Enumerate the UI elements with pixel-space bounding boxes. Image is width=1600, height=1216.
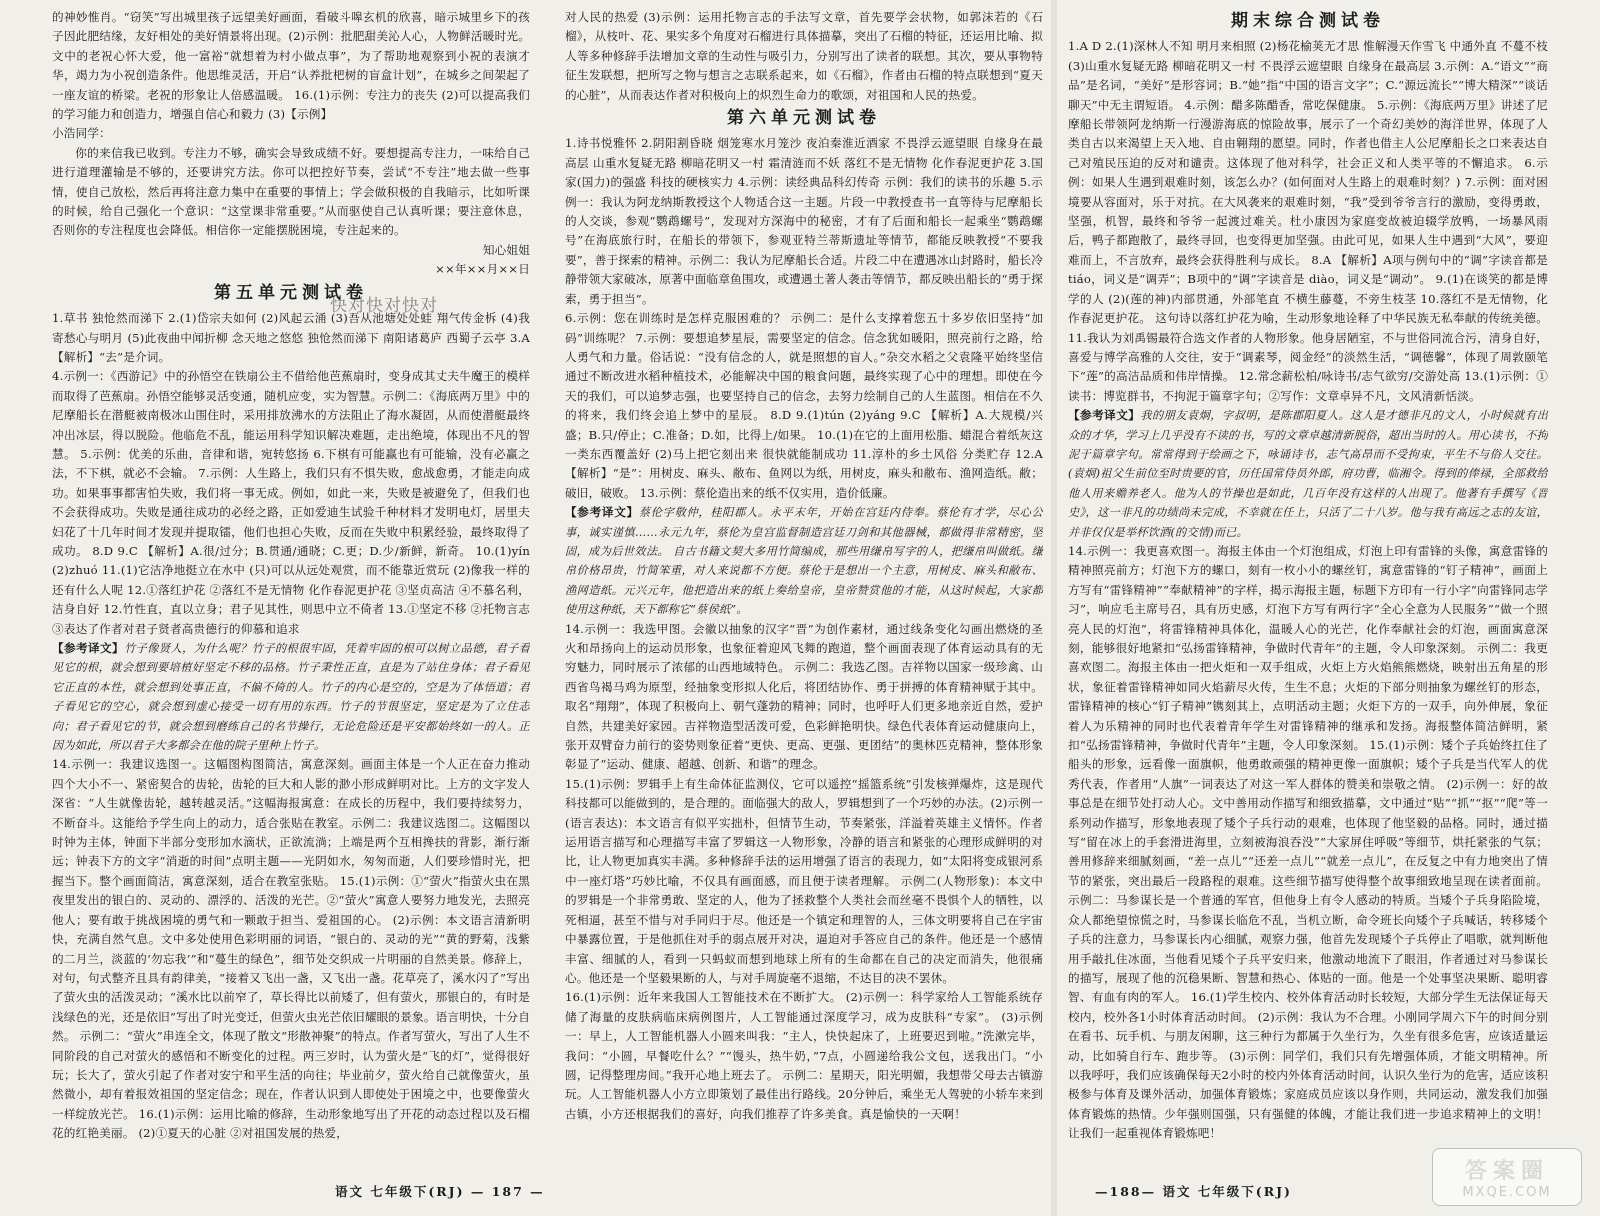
reference-translation-label: 【参考译文】 bbox=[565, 505, 639, 520]
letter-date: ××年××月××日 bbox=[435, 262, 530, 277]
footer-page-188: —188— 语文 七年级下(RJ) bbox=[1095, 1184, 1292, 1199]
reference-translation-text: 竹子像贤人，为什么呢？竹子的根很牢固，凭着牢固的根可以树立品德，君子看见它的根，就会想到要培植好坚定不移的品格。竹子秉性正直，直是为了站住身体；君子看见它正直的本性，就会想到处事正直，不偏不倚的人。竹子的内心是空的，空是为了体悟道；君子看见它的空心，就会想到虚心接受一切有用的东西。竹子的节很坚定，坚定是为了立住志向；君子看见它的节，就会想到磨练自己的名节操行，无论危险还是平安都始终如一的人。正因为如此，所以君子大多都会在他的院子里种上竹子。 bbox=[52, 642, 530, 753]
site-watermark bbox=[1432, 1148, 1582, 1206]
watermark-url: MXQE.COM bbox=[1462, 1185, 1552, 1200]
letter-greeting: 小浩同学： bbox=[52, 126, 111, 141]
page-gutter bbox=[1051, 0, 1057, 1216]
reference-translation-text: 蔡伦字敬仲，桂阳郡人。永平末年，开始在宫廷内侍奉。蔡伦有才学，尽心公事，诚实谨慎……永元九年，蔡伦为皇宫监督制造宫廷刀剑和其他器械，都做得非常精密，坚固，成为后世效法。 自古书籍文契大多用竹简编成，那些用缣帛写字的人，把缣帛叫做纸。缣帛价格昂贵，竹简笨重，对人来说都不方便。蔡伦于是想出一个主意，用树皮、麻头和敝布、渔网造纸。元兴元年，他把造出来的纸上奏给皇帝，皇帝赞赏他的才能，从这时候起，大家都使用这种纸，天下都称它“蔡侯纸”。 bbox=[565, 506, 1043, 617]
footer-page-187: 语文 七年级下(RJ) — 187 — bbox=[335, 1184, 545, 1199]
col2-paragraph: 14.示例一：我选甲图。会徽以抽象的汉字“晋”为创作素材，通过线条变化勾画出燃烧的圣火和昂扬向上的运动员形象，也象征着迎风飞舞的跑道，整个画面表现了体育运动具有的无穷魅力，同时展示了浓郁的山西地域特色。 示例二：我选乙图。吉祥物以国家一级珍禽、山西省鸟褐马鸡为原型，经抽象变形拟人化后，将团结协作、勇于拼搏的体育精神赋于其中。取名“翔翔”，体现了积极向上、朝气蓬勃的精神；同时，也呼吁人们更多地亲近自然，爱护自然，共建美好家园。吉祥物造型活泼可爱，色彩鲜艳明快。绿色代表体育运动健康向上，张开双臂奋力前行的姿势则象征着“更快、更高、更强、更团结”的奥林匹克精神，整体形象彰显了“运动、健康、超越、创新、和谐”的理念。 bbox=[565, 621, 1043, 772]
unit6-heading: 第六单元测试卷 bbox=[727, 108, 881, 129]
reference-translation-text: 我的朋友袁炯，字叔明，是陈郡阳夏人。这人是才德非凡的文人，小时候就有出众的才华，学习上几乎没有不读的书，写的文章卓越清新脱俗，超出当时的人。用心读书，不拘泥于篇章字句。常常得到于绘画之下，咏诵诗书，志气高昂而不受拘束，平生不与俗人交往。(袁炯)祖父生前位至时贵要的官，历任国常侍员外郎，府功曹，临湘令。得到的俸禄，全部救给他人用来赡养老人。他为人的节操也是如此，几百年没有这样的人出现了。他著有手撰写《晋史》，这一非凡的功绩尚未完成，不幸就在任上，只活了二十八岁。他与我有高远之志的友谊，并非仅仅是举杯饮酒(的交情)而已。 bbox=[1068, 409, 1548, 539]
col2-paragraph: 6.示例：您在训练时是怎样克服困难的？ 示例二：是什么支撑着您五十多岁依旧坚持“加码”训练呢？ 7.示例：要想追梦星辰，需要坚定的信念。信念犹如暖阳，照亮前行之路，给人勇气和力量。俗话说：“没有信念的人，就是照想的盲人。”杂交水稻之父袁隆平始终坚信通过不断改进水稻种植技术，必能解决中国的粮食问题，最终实现了心中的理想。即使在今天的我们，可以追梦志强，也要坚持自己的信念，去努力绘制自己的人生蓝图。相信在不久的将来，我们终会追上梦中的星辰。 8.D 9.(1)tún (2)yáng 9.C 【解析】A.大规模/兴盛；B.只/停止；C.准备；D.如，比得上/如果。 10.(1)在它的上面用松脂、蜡混合着纸灰这一类东西覆盖好 (2)马上把它刻出来 很快就能制成功 11.淳朴的乡土风俗 分类贮存 12.A 【解析】“是”：用树皮、麻头、敝布、鱼网以为纸，用树皮，麻头和敝布、渔网造纸。敝；破旧，破败。 13.示例：蔡伦造出来的纸不仅实用，造价低廉。 bbox=[565, 311, 1043, 500]
letter-signature: 知心姐姐 bbox=[482, 242, 530, 257]
column-right bbox=[1068, 8, 1548, 1178]
col2-paragraph: 1.诗书悦雅怀 2.阴阳割昏晓 烟笼寒水月笼沙 夜泊秦淮近酒家 不畏浮云遮望眼 自缘身在最高层 山重水复疑无路 柳暗花明又一村 霜清涟而不妖 落红不是无情物 化作春泥更护花 3.国家(国力)的强盛 科技的硬核实力 4.示例：读经典品科幻传奇 示例：我们的读书的乐趣 5.示例一：我认为阿龙纳斯教授这个人物适合这一主题。片段一中教授查书一直等待与尼摩船长的人交谈，参观“鹦鹉螺号”，发现对方深海中的秘密，才有了后面和船长一起乘坐“鹦鹉螺号”在海底旅行时，在船长的带领下，参观亚特兰蒂斯遗址等情节，都能反映教授“不要我要”，善于探索的精神。示例二：我认为尼摩船长合适。片段二中在遭遇冰山封路时，船长冷静带领大家破冰，原著中面临章鱼围攻，或遭遇土著人袭击等情节，都反映出船长的“勇于探索，勇于担当”。 bbox=[565, 136, 1043, 306]
col1-paragraph: 的神妙惟肖。“窃笑”写出城里孩子远望美好画面，看破斗嗥玄机的欣喜，暗示城里乡下的孩子因此肥结缘，友好相处的美好情景将出现。(2)示例：批肥甜美沁人心，人物鲜活暖时光。文中的老祝心怀大爱，他一富裕“就想着为村小做点事”，为了帮助地观察到小祝的表演才华，竭力为小祝创造条件。他思维灵活，开启“认养批杷树的盲盒计划”，在城乡之间架起了一座友谊的桥梁。老祝的形象让人倍感温暖。 16.(1)示例：专注力的丧失 (2)可以提高我们的学习能力和创造力，增强自信心和毅力 (3)【示例】 bbox=[52, 10, 530, 122]
unit5-heading: 第五单元测试卷 bbox=[214, 282, 368, 303]
col3-paragraph: 1.A D 2.(1)深林人不知 明月来相照 (2)杨花榆荚无才思 惟解漫天作雪飞 中通外直 不蔓不枝 (3)山重水复疑无路 柳暗花明又一村 不畏浮云遮望眼 自缘身在最高层 3.示例：A.“语文”“商品”是名词，“美好”是形容词；B.“她”指“中国的语言文字”；C.“源远流长”“博大精深”“谈话聊天”中无主谓短语。 4.示例：醋多陈醋香，常吃保健康。 5.示例：《海底两万里》讲述了尼摩船长带领阿龙纳斯一行漫游海底的惊险故事，展示了一个奇幻美妙的海洋世界，体现了人类自古以来渴望上天入地、自由翱翔的愿望。同时，作者也借主人公尼摩船长之口来表达自己对殖民压迫的反对和谴责。这体现了他对科学，社会正义和人类平等的不懈追求。 6.示例：如果人生遇到艰难时刻，该怎么办？(如何面对人生路上的艰难时刻？) 7.示例：面对困境要从容面对，乐于对抗。在大风袭来的艰难时刻，“我”受到爷爷言行的激励，变得勇敢，坚强，机智，最终和爷爷一起渡过难关。杜小康因为家庭变故被迫辍学放鸭，一场暴风雨后，鸭子都跑散了，最终寻回，也变得更加坚强。由此可见，如果人生中遇到“大风”，要迎难而上，不言放弃，最终会获得胜利与成长。 8.A 【解析】A项与例句中的“调”字读音都是 tiáo，词义是“调弄”；B项中的“调”字读音是 diào，词义是“调动”。 9.(1)在谈笑的都是博学的人 (2)(莲的神)内部贯通，外部笔直 不横生藤蔓，不旁生枝茎 10.落红不是无情物，化作春泥更护花。 这句诗以落红护花为喻，生动形象地诠释了中华民族无私奉献的传统美德。 11.我认为刘禹锡最符合选文作者的人物形象。他身居陋室，不与世俗同流合污，清身自好，喜爱与博学高雅的人交往，安于“调素琴，阅金经”的淡然生活，“调德馨”，体现了周敦颐笔下“莲”的高洁品质和伟岸情操。 12.常念薪松柏/咏诗书/志气欲穷/交游处高 13.(1)示例：①读书：博览群书，不拘泥于篇章字句；②写作：文章卓异不凡，文风清新恬淡。 bbox=[1068, 39, 1548, 403]
letter-body: 你的来信我已收到。专注力不够，确实会导致成绩不好。要想提高专注力，一味给自己进行道理灌输是不够的，还要讲究方法。你可以把控好节奏，尝试“不专注”地去做一些事情，使自己放松，然后再将注意力集中在重要的事情上；学会做积极的自我暗示，比如听课的时候，给自己强化一个意识：“这堂课非常重要。”从而驱使自己认真听课；要注意休息，否则你的专注程度也会降低。相信你一定能摆脱困境，专注起来的。 bbox=[52, 145, 530, 238]
col2-paragraph: 15.(1)示例：罗辑手上有生命体征监测仪，它可以遥控“摇篮系统”引发核弹爆炸，这是现代科技都可以能做到的，是合理的。面临强大的敌人，罗辑想到了一个巧妙的办法。(2)示例一(语言表达)：本文语言有似平实拙朴，但情节生动，节奏紧张，洋溢着英雄主义情怀。作者运用语言描写和心理描写丰富了罗辑这一人物形象，冷静的语言和紧张的心理形成鲜明的对比，让人物更加真实丰满。多种修辞手法的运用增强了语言的表现力，如“太阳将变成银河系中一座灯塔”巧妙比喻，不仅具有画面感，而且便于读者理解。 示例二(人物形象)：本文中的罗辑是一个非常勇敢、坚定的人，他为了拯救整个人类社会而丝毫不畏惧个人的牺牲，以死相逼，甚至不惜与对手同归于尽。他还是一个镇定和理智的人，三体文明要将自己在宇宙中暴露位置，于是他抓住对手的弱点展开对决，逼迫对手答应自己的条件。他还是一个感情丰富、细腻的人，看到一只蚂蚁而想到地球上所有的生命都在自己的决定而消失，他很痛心。他还是一个坚毅果断的人，与对手周旋毫不退缩，不达目的决不罢休。 bbox=[565, 776, 1043, 985]
col1-paragraph: 14.示例一：我建议选图一。这幅图构图简洁，寓意深刻。画面主体是一个人正在奋力推动四个大小不一、紧密契合的齿轮，齿轮的巨大和人影的渺小形成鲜明对比。上方的文字发人深省：“人生就像齿轮，越转越灵活。”这幅海报寓意：在成长的历程中，我们要持续努力，不断奋斗。这能给予学生向上的动力，适合张贴在教室。示例二：我建议选图二。这幅图以时钟为主体，钟面下半部分变形加水滴状，正欲流淌；上端是两个互相搀扶的背影，渐行渐远；钟表下方的文字“消逝的时间”点明主题——光阴如水，匆匆而逝，人们要珍惜时光，把握当下。整个画面简洁，寓意深刻，适合在教室张贴。 15.(1)示例：①“萤火”指萤火虫在黑夜里发出的银白的、灵动的、漂浮的、活泼的光芒。②“萤火”寓意人要努力地发光，去照亮他人；要有敢于挑战困境的勇气和一颗敢于担当、爱祖国的心。 (2)示例：本文语言清新明快，充满自然气息。文中多处使用色彩明丽的词语，“银白的、灵动的光”“黄的野菊，浅紫的二月兰，淡蓝的‘勿忘我’”和“蔓生的绿色”，细节处交织成一片明丽的自然美景。修辞上，对句，句式整齐且具有韵律美，“接着又飞出一盏，又飞出一盏。花草亮了，溪水闪了”写出了萤火虫的活泼灵动；“溪水比以前窄了，草长得比以前矮了，但有萤火，那银白的，有时是浅绿色的光，还是依旧”写出了时光变迁，但萤火虫光芒依旧耀眼的景象。语言明快，十分自然。 示例二：“萤火”串连全文，体现了散文“形散神聚”的特点。作者写萤火，写出了人生不同阶段的自己对萤火的感悟和不断变化的过程。两三岁时，认为萤火是“飞的灯”，觉得很好玩；长大了，萤火引起了作者对安宁和平生活的向往；毕业前夕，萤火给自己就像萤火，虽然微小，却有着报效祖国的坚定信念；现在，作者认识到人即使处于困境之中，也要像萤火一样绽放光芒。 16.(1)示例：运用比喻的修辞，生动形象地写出了开花的动态过程以及石榴花的红艳美丽。 (2)①夏天的心脏 ②对祖国发展的热爱， bbox=[52, 757, 530, 1141]
col1-paragraph: 4.示例一：《西游记》中的孙悟空在铁扇公主不借给他芭蕉扇时，变身成其丈夫牛魔王的模样而取得了芭蕉扇。孙悟空能够灵活变通，随机应变，实为智慧。示例二：《海底两万里》中的尼摩船长在潜艇被南极冰山围住时，采用排放沸水的方法阻止了海水凝固，从而使潜艇最终冲出冰层，得以脱险。他临危不乱，能运用科学知识解决难题，走出绝境，体现出不凡的智慧。 5.示例：优美的乐曲，音律和谐，宛转悠扬 6.下棋有可能赢也有可能输，没有必赢之法，不下棋，就必不会输。 7.示例：人生路上，我们只有不惧失败，愈战愈勇，才能走向成功。如果事事都害怕失败，我们将一事无成。例如，如此一来，失败是被避免了，但我们也不会获得成功。失败是通往成功的必经之路，正如爱迪生试验千种材料才发明电灯，居里夫妇花了十几年时间才发现并提取镭，他们也担心失败，反而在失败中积累经验，最终取得了成功。 8.D 9.C 【解析】A.很/过分；B.贯通/通晓；C.更；D.少/新鲜，新奇。 10.(1)yín (2)zhuó 11.(1)它洁净地挺立在水中 (只)可以从远处观赏，而不能靠近赏玩 (2)像我一样的还有什么人呢 12.①落红护花 ②落红不是无情物 化作春泥更护花 ③坚贞高洁 ④不慕名利，洁身自好 12.竹性直，直以立身；君子见其性，则思中立不倚者 13.①坚定不移 ②托物言志 ③表达了作者对君子贤者高贵德行的仰慕和追求 bbox=[52, 369, 530, 636]
column-left bbox=[52, 8, 530, 1178]
reference-translation-label: 【参考译文】 bbox=[52, 641, 125, 655]
column-middle bbox=[565, 8, 1043, 1178]
final-test-heading: 期末综合测试卷 bbox=[1231, 11, 1385, 31]
watermark-logo-text: 答案圈 bbox=[1464, 1158, 1549, 1184]
col2-paragraph: 对人民的热爱 (3)示例：运用托物言志的手法写文章，首先要学会状物，如郭沫若的《石榴》，从枝叶、花、果实多个角度对石榴进行具体描摹，突出了石榴的特征，还运用比喻、拟人等多种修辞手法增加文章的生动性与吸引力，分别写出了读者的联想。其次，要从事物特征生发联想，把所写之物与想言之志联系起来，如《石榴》，作者由石榴的特点联想到“夏天的心脏”，从而表达作者对积极向上的炽烈生命力的歌颂，对祖国和人民的热爱。 bbox=[565, 10, 1043, 102]
col2-paragraph: 16.(1)示例：近年来我国人工智能技术在不断扩大。 (2)示例一：科学家给人工智能系统存储了海量的皮肤病临床病例图片，人工智能通过深度学习，成为皮肤科“专家”。 (3)示例一：早上，人工智能机器人小圆来叫我：“主人，快快起床了，上班要迟到啦。”洗漱完毕，我问：“小圆，早餐吃什么？”“馒头，热牛奶，”7点，小圆递给我公文包，送我出门。“小圆，记得整理房间。”我开心地上班去了。 示例二：星期天，阳光明媚，我想带父母去古镇游玩。人工智能机器人小方立即策划了最佳出行路线。20分钟后，乘坐无人驾驶的小轿车来到古镇，小方还根据我们的喜好，向我们推荐了许多美食。真是愉快的一天啊！ bbox=[565, 990, 1043, 1121]
overlay-watermark: 快对快对快对 bbox=[330, 296, 438, 316]
col3-paragraph: 14.示例一：我更喜欢图一。海报主体由一个灯泡组成，灯泡上印有雷锋的头像，寓意雷锋的精神照亮前方；灯泡下方的螺口，刻有一枚小小的螺丝钉，寓意雷锋的“钉子精神”，画面上方写有“雷锋精神”“奉献精神”的字样，揭示海报主题，标题下方印有一行小字“向雷锋同志学习”，响应毛主席号召，具有历史感，灯泡下方写有两行字“全心全意为人民服务”“做一个照亮人民的灯泡”，将雷锋精神具体化，温暖人心的光芒，化作奉献社会的灯泡，画面寓意深刻，能够很好地紧扣“弘扬雷锋精神，争做时代青年”的主题，令人印象深刻。 示例二：我更喜欢图二。海报主体由一把火炬和一双手组成，火炬上方火焰熊熊燃烧，映射出五角星的形状，象征着雷锋精神如同火焰薪尽火传，生生不息；火炬的下部分则抽象为螺丝钉的形态，雷锋精神的核心“钉子精神”镌刻其上，点明活动主题；火炬下方的一双手，向外伸展，象征着人为乐精神的同时也代表着青年学生对雷锋精神的继承和发扬。海报整体简洁鲜明，紧扣“弘扬雷锋精神，争做时代青年”主题，令人印象深刻。 15.(1)示例：矮个子兵始终扛住了船头的形象，远看像一面旗帜，他勇敢顽强的精神更像一面旗帜；矮个子兵是当代军人的优秀代表，作者用“人旗”一词表达了对这一军人群体的赞美和崇敬之情。 (2)示例一：好的故事总是在细节处打动人心。文中善用动作描写和细致描摹，文中通过“贴”“抓”“抠”“爬”等一系列动作描写，形象地表现了矮个子兵行动的艰难，也体现了他坚毅的品格。同时，通过描写“留在冰上的手套滑进海里，立刻被海浪吞没”“大家屏住呼吸”等细节，烘托紧张的气氛；善用修辞来细腻刻画，“差一点儿”“还差一点儿”“就差一点儿”，在反复之中有力地突出了情节的紧张，突出最后一段路程的艰难。这些细节描写使得整个故事细致地呈现在读者面前。 示例二：马参谋长是一个普通的军官，但他身上有令人感动的特质。当矮个子兵身陷险境，众人都绝望惊慌之时，马参谋长临危不乱，当机立断，命令班长向矮个子兵喊话，转移矮个子兵的注意力，马参谋长内心细腻，观察力强，他首先发现矮个子兵停止了唱歌，就判断他用手敲扎住冰面，当他看见矮个子兵平安归来，他激动地流下了眼泪，作者通过对马参谋长的描写，展现了他的沉稳果断、智慧和热心、体贴的一面。他是一个处事坚决果断、聪明睿智、有血有肉的军人。 16.(1)学生校内、校外体育活动时长较短，大部分学生无法保证每天校内，校外各1小时体育活动时间。 (2)示例：我认为不合理。小刚同学周六下午的时间分别在看书、玩手机、与朋友闲聊，这三种行为都属于久坐行为，久坐有很多危害，应该适量运动，比如骑自行车、跑步等。 (3)示例：同学们，我们只有先增强体质，才能文明精神。所以我呼吁，我们应该确保每天2小时的校内外体育活动时间，认识久坐行为的危害，适应该积极参与体育及课外活动，加强体育锻炼；家庭成员应该以身作则，共同运动，激发我们加强体育锻炼的热情。少年强则国强，只有强健的体魄，才能让我们进一步追求精神上的文明！让我们一起重视体育锻炼吧！ bbox=[1068, 543, 1548, 1141]
col1-paragraph: 1.草书 独怆然而涕下 2.(1)岱宗夫如何 (2)风起云涌 (3)吾从池塘处处蛙 翔气传金柝 (4)我寄愁心与明月 (5)此夜曲中闻折柳 念天地之悠悠 独怆然而涕下 南阳诸葛庐 西蜀子云亭 3.A 【解析】“去”是介词。 bbox=[52, 311, 530, 364]
reference-translation-label: 【参考译文】 bbox=[1068, 408, 1141, 423]
